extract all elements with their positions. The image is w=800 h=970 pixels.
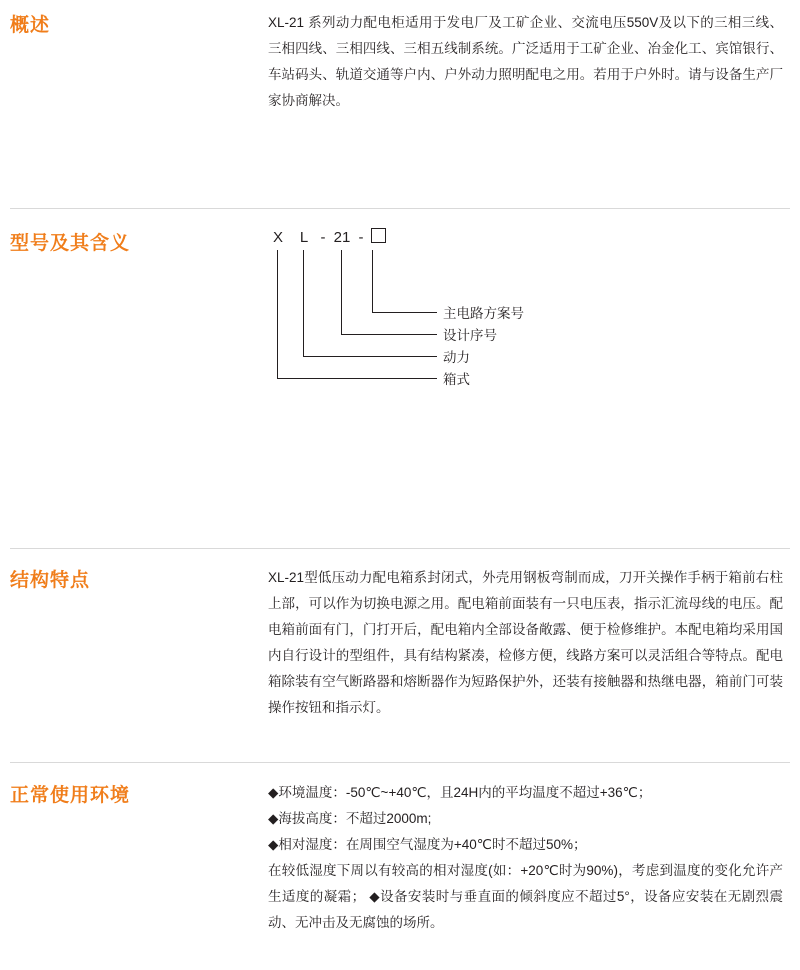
- model-legend-4: 箱式: [443, 372, 470, 387]
- model-code-char-3: 21: [333, 229, 351, 246]
- environment-line-4: 在较低湿度下周以有较高的相对湿度(如：+20℃时为90%)，考虑到温度的变化允许产生适度的凝霜；: [268, 863, 783, 904]
- section-title-environment: 正常使用环境: [10, 785, 131, 806]
- model-code-empty-box: [371, 228, 386, 243]
- model-legend-2: 设计序号: [443, 328, 497, 343]
- model-code-row: [265, 228, 386, 246]
- leader-line-v-4: [277, 250, 278, 378]
- section-body-structure: XL-21型低压动力配电箱系封闭式，外壳用钢板弯制而成，刀开关操作手柄于箱前右柱上部，可以作为切换电源之用。配电箱前面装有一只电压表，指示汇流母线的电压。配电箱前面有门，门打开后，配电箱内全部设备敞露、便于检修维护。本配电箱均采用国内自行设计的型组件，具有结构紧凑，检修方便，线路方案可以灵活组合等特点。配电箱除装有空气断路器和熔断器作为短路保护外，还装有接触器和热继电器，箱前门可装操作按钮和指示灯。: [268, 570, 783, 715]
- model-code-dash-1: -: [320, 229, 326, 246]
- section-body-overview: XL-21 系列动力配电柜适用于发电厂及工矿企业、交流电压550V及以下的三相三线、三相四线、三相四线、三相五线制系统。广泛适用于工矿企业、冶金化工、宾馆银行、车站码头、轨道交通等户内、户外动力照明配电之用。若用于户外时。请与设备生产厂家协商解决。: [268, 15, 783, 108]
- model-code-dash-2: -: [358, 229, 364, 246]
- section-environment: [0, 780, 800, 970]
- section-divider-1: [10, 208, 790, 209]
- section-divider-3: [10, 762, 790, 763]
- section-divider-2: [10, 548, 790, 549]
- leader-line-h-3: [303, 356, 437, 357]
- leader-line-h-1: [372, 312, 437, 313]
- environment-line-5: ◆设备安装时与垂直面的倾斜度应不超过5°，设备应安装在无剧烈震动、无冲击及无腐蚀的场所。: [268, 889, 783, 930]
- environment-line-1: ◆环境温度：-50℃~+40℃，且24H内的平均温度不超过+36℃；: [268, 785, 652, 800]
- leader-line-v-3: [303, 250, 304, 356]
- model-code-diagram: [265, 228, 785, 408]
- model-code-char-2: L: [299, 229, 309, 246]
- model-legend-1: 主电路方案号: [443, 306, 524, 321]
- section-model: [0, 228, 800, 548]
- leader-line-h-4: [277, 378, 437, 379]
- section-title-model: 型号及其含义: [10, 233, 131, 254]
- section-title-structure: 结构特点: [10, 570, 91, 591]
- section-body-environment: [268, 780, 783, 936]
- environment-line-3: ◆相对湿度：在周围空气湿度为+40℃时不超过50%；: [268, 837, 587, 852]
- section-title-overview: 概述: [10, 15, 51, 36]
- leader-line-v-1: [372, 250, 373, 312]
- model-code-char-1: X: [272, 229, 283, 246]
- leader-line-v-2: [341, 250, 342, 334]
- section-structure: [0, 565, 800, 755]
- environment-line-2: ◆海拔高度：不超过2000m;: [268, 811, 432, 826]
- section-overview: [0, 10, 800, 210]
- leader-line-h-2: [341, 334, 437, 335]
- model-legend-3: 动力: [443, 350, 470, 365]
